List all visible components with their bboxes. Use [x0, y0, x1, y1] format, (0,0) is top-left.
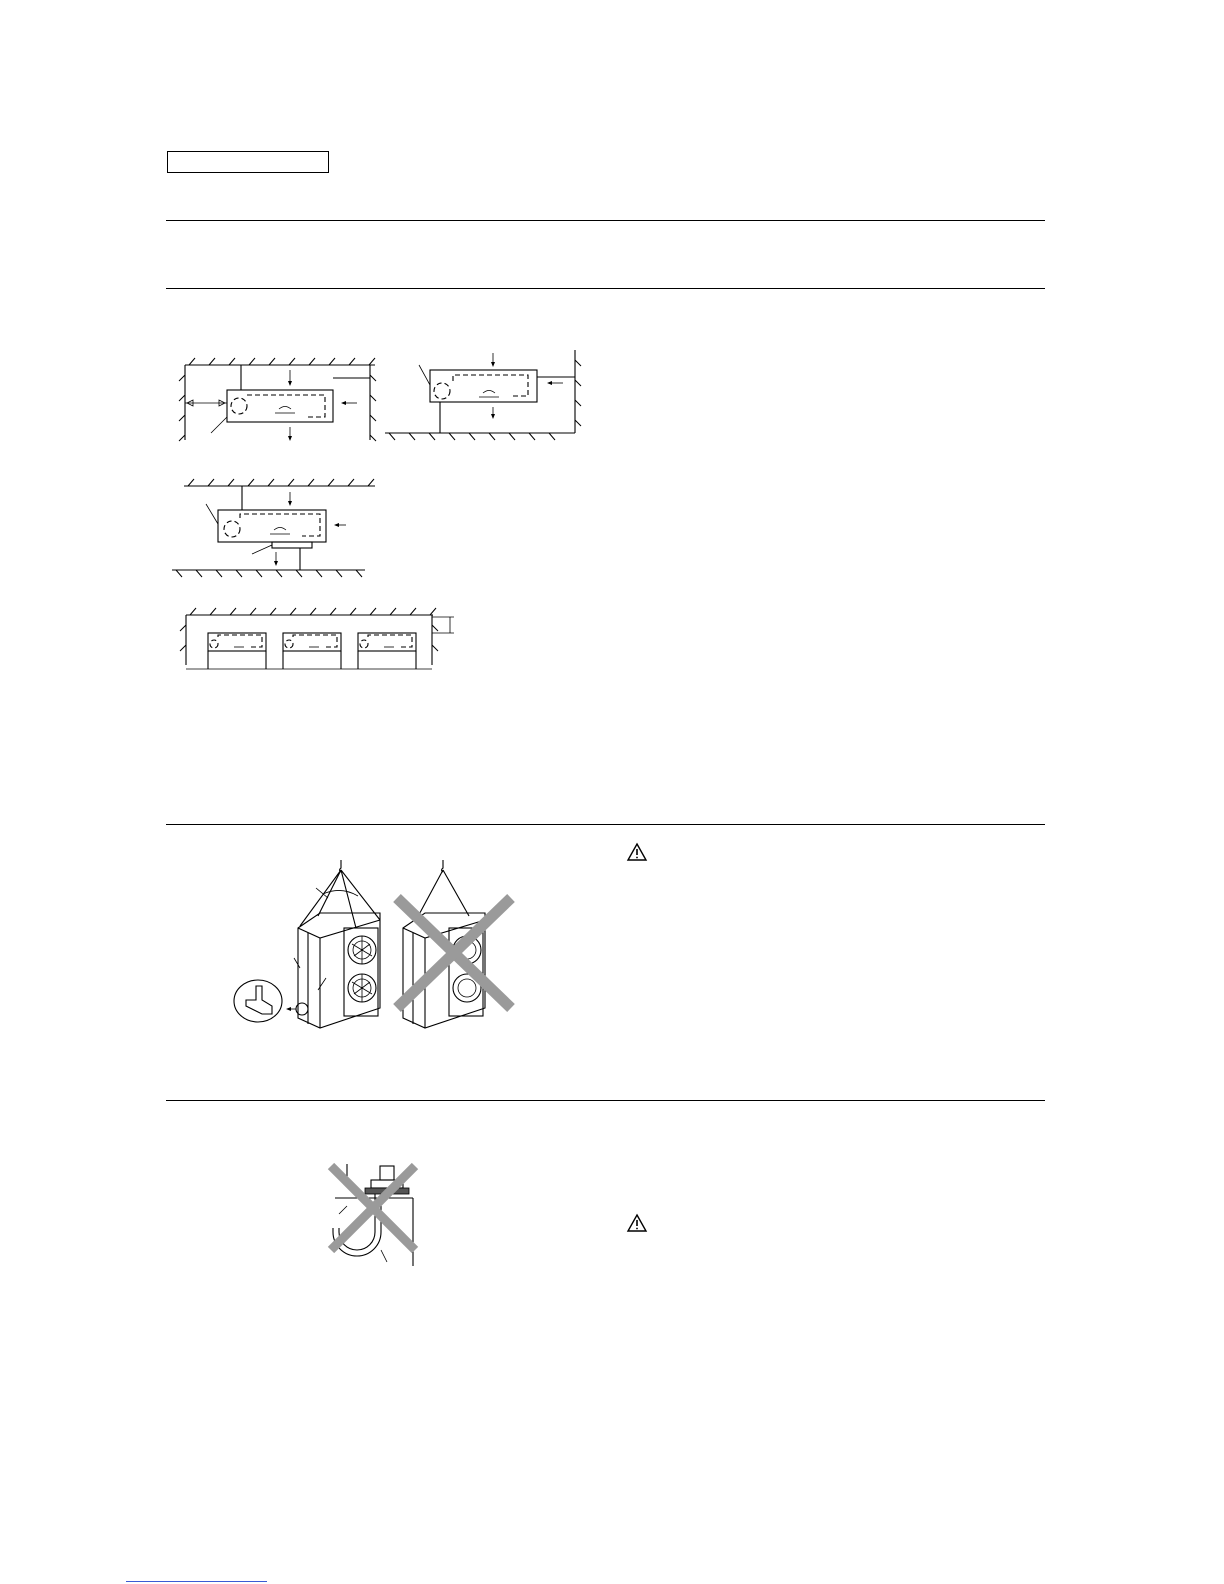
anchor-bolt-diagram — [325, 1158, 425, 1278]
clearance-diagram-4 — [178, 605, 463, 675]
section-divider-lifting — [166, 824, 1045, 825]
lifting-wrong-diagram — [385, 858, 520, 1036]
warning-triangle-icon — [626, 842, 648, 862]
section-divider-clearance — [166, 288, 1045, 289]
indoor-unit-a — [208, 633, 266, 651]
clearance-diagram-1 — [175, 355, 385, 455]
indoor-unit-c — [358, 633, 416, 651]
footer-link-underline[interactable] — [126, 1581, 267, 1582]
clearance-diagram-3 — [170, 478, 380, 578]
indoor-unit-b — [283, 633, 341, 651]
section-divider-anchor — [166, 1100, 1045, 1101]
prohibited-cross-icon — [331, 1166, 415, 1250]
section-divider-top — [166, 220, 1045, 221]
ceiling-hatch — [185, 358, 375, 365]
warning-triangle-icon — [626, 1213, 648, 1233]
section-heading-box — [167, 151, 329, 173]
lifting-correct-diagram — [228, 858, 388, 1036]
clearance-diagram-2 — [383, 345, 593, 445]
